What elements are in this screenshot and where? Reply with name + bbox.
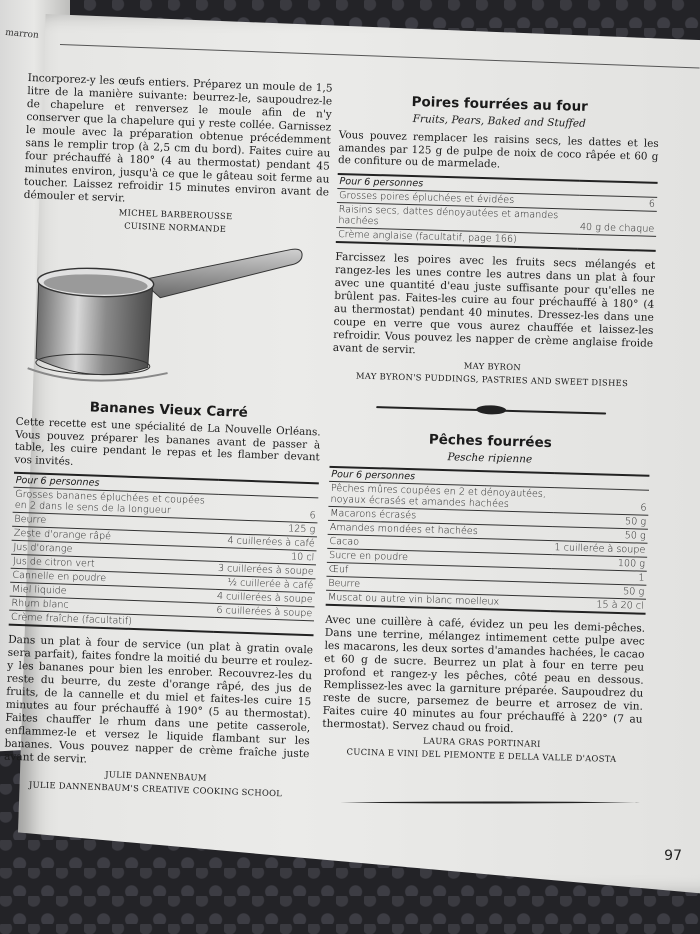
bananes-intro: Cette recette est une spécialité de La Nouvelle Orléans. Vous pouvez préparer les bananes avant de passer à table, les cuire pendant le repas et les flamber devant vos invités.	[14, 415, 321, 468]
bananes-servings: Pour 6 personnes	[13, 473, 318, 498]
table-row: Crème anglaise (facultatif, page 166)	[336, 227, 656, 250]
ornamental-divider	[376, 400, 606, 420]
right-column	[321, 92, 659, 765]
peches-ingredients-table	[326, 465, 650, 614]
saucepan-icon	[17, 238, 312, 393]
table-row: Muscat ou autre vin blanc moelleux 15 à 20 cl	[326, 590, 646, 613]
table-row: Jus de citron vert 3 cuillerées à soupe	[11, 554, 316, 579]
left-column	[3, 72, 333, 800]
table-row: Sucre en poudre 100 g	[327, 548, 647, 571]
peches-title: Pêches fourrées	[428, 431, 553, 451]
page-number: 97	[664, 848, 682, 864]
poires-subtitle: Fruits, Pears, Baked and Stuffed	[412, 113, 586, 130]
poires-title: Poires fourrées au four	[411, 94, 589, 115]
table-row: Pêches mûres coupées en 2 et dénoyautées, noyaux écrasés et amandes hachées 6	[328, 481, 649, 515]
table-row: Macarons écrasés 50 g	[328, 506, 648, 529]
peches-subtitle: Pesche ripienne	[447, 450, 533, 466]
poires-ingredients-table	[336, 172, 658, 251]
table-row: Cannelle en poudre ½ cuillerée à café	[10, 568, 315, 593]
table-row: Zeste d'orange râpé 4 cuillerées à café	[12, 526, 317, 551]
poires-source: MAY BYRON'S PUDDINGS, PASTRIES AND SWEET DISHES	[355, 370, 629, 388]
peches-servings: Pour 6 personnes	[329, 466, 649, 489]
top-recipe-author: MICHEL BARBEROUSSE	[118, 207, 233, 222]
top-recipe-text: Incorporez-y les œufs entiers. Préparez un moule de 1,5 litre de la manière suivante: beurrez-le, saupoudrez-le de chapelure et renversez le moule afin de n'y conserver que la chapelure qui y reste collée. Garnissez le moule avec la préparation obtenue précédemment sans le remplir trop (à 2,5 cm du bord). Faites cuire au four préchauffé à 180° (4 au thermostat) pendant 45 minutes environ, jusqu'à ce que le gâteau soit ferme au toucher. Laissez refroidir 15 minutes environ avant de démouler et servir.	[23, 72, 333, 205]
table-row: Amandes mondées et hachées 50 g	[328, 520, 648, 543]
facing-page-fragment: marron	[4, 27, 40, 41]
poires-method: Farcissez les poires avec les fruits secs mélangés et rangez-les les unes contre les autres dans un plat à four avec une quantité d'eau juste suffisante pour qu'elles ne brûlent pas. Faites-les cuire au four préchauffé à 180° (4 au thermostat) pendant 40 minutes. Dressez-les dans une coupe en verre que vous aurez chauffée et laissez-les refroidir. Vous pouvez les napper de crème anglaise froide avant de servir.	[332, 250, 656, 356]
bananes-method: Dans un plat à four de service (un plat à gratin ovale sera parfait), faites fondre la moitié du beurre et roulez-y les bananes pour bien les enrober. Recouvrez-les du reste du beurre, du zeste d'orange râpé, des jus de fruits, de la cannelle et du miel et faites-les cuire 15 minutes au four préchauffé à 190° (5 au thermostat). Faites chauffer le rhum dans une petite casserole, enflammez-le et versez le liquide flambant sur les bananes. Vous pouvez napper de crème fraîche juste avant de servir.	[3, 633, 314, 766]
table-row: Jus d'orange 10 cl	[11, 540, 316, 565]
bananes-title: Bananes Vieux Carré	[89, 399, 249, 421]
bananes-ingredients-table	[9, 472, 319, 637]
table-row: Œuf 1	[326, 562, 646, 585]
table-row: Grosses bananes épluchées et coupées en 2 dans le sens de la longueur 6	[13, 487, 319, 523]
table-row: Beurre 50 g	[326, 576, 646, 599]
table-row: Rhum blanc 6 cuillerées à soupe	[9, 596, 314, 621]
table-row: Beurre 125 g	[12, 512, 317, 537]
bananes-source: JULIE DANNENBAUM'S CREATIVE COOKING SCHOOL	[28, 779, 283, 799]
table-row: Grosses poires épluchées et évidées 6	[337, 188, 657, 211]
bottom-divider	[340, 801, 640, 804]
poires-intro: Vous pouvez remplacer les raisins secs, les dattes et les amandes par 125 g de pulpe de noix de coco râpée et 60 g de confiture ou de marmelade.	[337, 128, 659, 171]
peches-method: Avec une cuillère à café, évidez un peu les demi-pêches. Dans une terrine, mélangez intimement cette pulpe avec les macarons, les deux sortes d'amandes hachées, le cacao et 60 g de sucre. Beurrez un plat à four en terre peu profond et rangez-y les pêches, côté peau en dessous. Remplissez-les avec la garniture préparée. Saupoudrez du reste de sucre, parsemez de beurre et arrosez de vin. Faites cuire 40 minutes au four préchauffé à 220° (7 au thermostat). Servez chaud ou froid.	[322, 613, 646, 735]
peches-source: CUCINA E VINI DEL PIEMONTE E DELLA VALLE D'AOSTA	[346, 745, 617, 764]
table-row: Raisins secs, dattes dénoyautées et amandes hachées 40 g de chaque	[336, 202, 657, 236]
table-row: Crème fraîche (facultatif)	[9, 610, 314, 635]
poires-servings: Pour 6 personnes	[337, 173, 657, 196]
peches-author: LAURA GRAS PORTINARI	[422, 735, 541, 749]
top-recipe-source: CUISINE NORMANDE	[124, 220, 227, 235]
bananes-author: JULIE DANNENBAUM	[105, 769, 207, 783]
poires-author: MAY BYRON	[463, 360, 522, 372]
table-row: Miel liquide 4 cuillerées à soupe	[10, 582, 315, 607]
table-row: Cacao 1 cuillerée à soupe	[327, 534, 647, 557]
saucepan-illustration	[17, 238, 327, 394]
